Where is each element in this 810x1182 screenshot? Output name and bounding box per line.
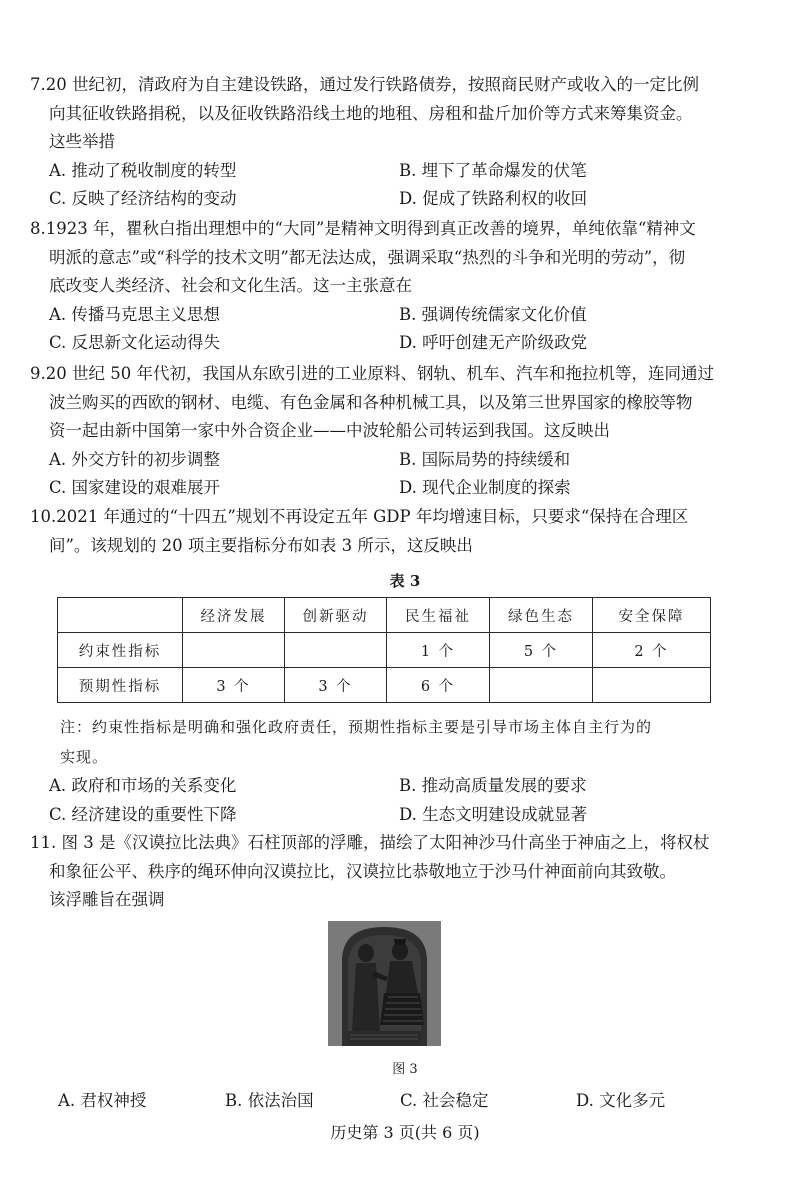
table-header-corner (58, 598, 183, 633)
indicator-table (57, 597, 711, 703)
table-row-label: 约束性指标 (58, 633, 183, 668)
question-11-option-a: A. 君权神授 (58, 1091, 147, 1110)
table-row (58, 668, 711, 703)
table-row-label: 预期性指标 (58, 668, 183, 703)
table-cell: 6 个 (387, 668, 490, 703)
table-header-security: 安全保障 (593, 598, 711, 633)
question-8-option-a: A. 传播马克思主义思想 (49, 304, 220, 324)
hammurabi-stele-image (328, 921, 441, 1046)
figure-3-caption: 图 3 (392, 1062, 418, 1077)
table-cell (593, 668, 711, 703)
table-cell: 3 个 (183, 668, 285, 703)
question-11 (30, 829, 730, 915)
question-10-option-b: B. 推动高质量发展的要求 (399, 776, 587, 795)
table-cell (490, 668, 593, 703)
question-11-option-b: B. 依法治国 (225, 1091, 314, 1110)
question-7 (30, 71, 730, 214)
question-8 (30, 215, 730, 358)
table-header-livelihood: 民生福祉 (387, 598, 490, 633)
question-8-line-1: 8.1923 年，瞿秋白指出理想中的“大同”是精神文明得到真正改善的境界，单纯依靠“精神文 (30, 219, 696, 238)
question-8-option-d: D. 呼吁创建无产阶级政党 (399, 333, 588, 352)
question-9 (30, 360, 730, 503)
table-header-innovation: 创新驱动 (285, 598, 387, 633)
question-9-option-c: C. 国家建设的艰难展开 (49, 478, 221, 497)
table-note-line-1: 注：约束性指标是明确和强化政府责任，预期性指标主要是引导市场主体自主行为的 (60, 718, 653, 736)
question-9-line-3: 资一起由新中国第一家中外合资企业——中波轮船公司转运到我国。这反映出 (49, 421, 610, 440)
table-3-caption: 表 3 (389, 572, 421, 590)
table-header-economic: 经济发展 (183, 598, 285, 633)
question-11-option-c: C. 社会稳定 (400, 1091, 489, 1110)
question-10-options (30, 772, 730, 829)
table-cell (285, 633, 387, 668)
question-9-option-b: B. 国际局势的持续缓和 (399, 449, 571, 469)
question-9-option-a: A. 外交方针的初步调整 (49, 449, 220, 469)
question-10-option-d: D. 生态文明建设成就显著 (399, 804, 588, 824)
question-10-line-2: 间”。该规划的 20 项主要指标分布如表 3 所示，这反映出 (49, 535, 473, 555)
question-9-option-d: D. 现代企业制度的探索 (399, 478, 571, 497)
question-7-line-1: 7.20 世纪初，清政府为自主建设铁路，通过发行铁路债券，按照商民财产或收入的一定比例 (30, 75, 699, 94)
question-11-line-3: 该浮雕旨在强调 (49, 890, 165, 909)
question-7-option-c: C. 反映了经济结构的变动 (49, 189, 237, 208)
table-cell: 3 个 (285, 668, 387, 703)
question-8-line-3: 底改变人类经济、社会和文化生活。这一主张意在 (49, 276, 412, 295)
table-row (58, 633, 711, 668)
table-note (60, 712, 720, 772)
question-7-option-b: B. 埋下了革命爆发的伏笔 (399, 160, 587, 180)
question-7-option-a: A. 推动了税收制度的转型 (49, 160, 237, 180)
question-9-line-1: 9.20 世纪 50 年代初，我国从东欧引进的工业原料、钢轨、机车、汽车和拖拉机等，连同通过 (30, 364, 714, 383)
stele-relief-illustration (328, 921, 441, 1046)
table-header-ecology: 绿色生态 (490, 598, 593, 633)
question-8-option-c: C. 反思新文化运动得失 (49, 333, 221, 352)
question-11-line-2: 和象征公平、秩序的绳环伸向汉谟拉比，汉谟拉比恭敬地立于沙马什神面前向其致敬。 (49, 861, 676, 881)
table-cell: 2 个 (593, 633, 711, 668)
question-9-line-2: 波兰购买的西欧的钢材、电缆、有色金属和各种机械工具，以及第三世界国家的橡胶等物 (49, 392, 693, 412)
question-11-option-d: D. 文化多元 (576, 1091, 666, 1110)
table-cell: 5 个 (490, 633, 593, 668)
question-8-line-2: 明派的意志”或“科学的技术文明”都无法达成，强调采取“热烈的斗争和光明的劳动”，彻 (49, 247, 686, 267)
question-11-line-1: 11. 图 3 是《汉谟拉比法典》石柱顶部的浮雕，描绘了太阳神沙马什高坐于神庙之上，将权杖 (30, 833, 710, 852)
table-note-line-2: 实现。 (60, 748, 109, 766)
question-10-option-c: C. 经济建设的重要性下降 (49, 804, 237, 824)
question-10-line-1: 10.2021 年通过的“十四五”规划不再设定五年 GDP 年均增速目标，只要求“保持在合理区 (30, 507, 689, 526)
page-footer: 历史第 3 页(共 6 页) (330, 1123, 480, 1142)
question-7-line-3: 这些举措 (49, 132, 115, 151)
table-header-row (58, 598, 711, 633)
question-8-option-b: B. 强调传统儒家文化价值 (399, 304, 587, 324)
table-cell (183, 633, 285, 668)
question-10 (30, 503, 730, 560)
question-7-line-2: 向其征收铁路捐税，以及征收铁路沿线土地的地租、房租和盐斤加价等方式来筹集资金。 (49, 103, 693, 123)
question-7-option-d: D. 促成了铁路利权的收回 (399, 189, 588, 208)
table-cell: 1 个 (387, 633, 490, 668)
question-10-option-a: A. 政府和市场的关系变化 (49, 776, 237, 795)
